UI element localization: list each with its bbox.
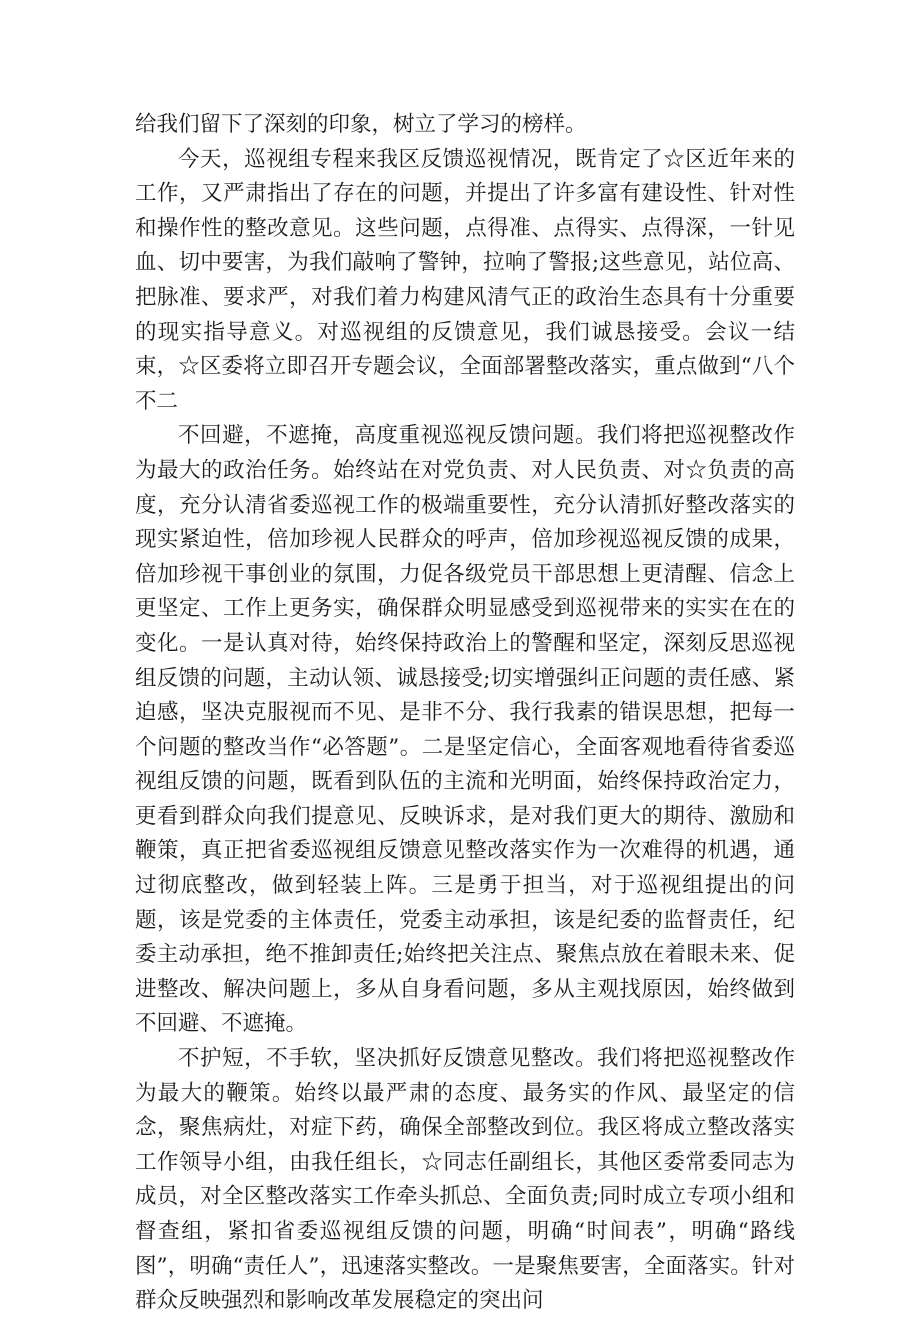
paragraph-1: 给我们留下了深刻的印象，树立了学习的榜样。 — [135, 112, 587, 137]
paragraph-3: 不回避，不遮掩，高度重视巡视反馈问题。我们将把巡视整改作为最大的政治任务。始终站在对党负责、对人民负责、对☆负责的高度，充分认清省委巡视工作的极端重要性，充分认清抓好整改落实的现实紧迫性，倍加珍视人民群众的呼声，倍加珍视巡视反馈的成果，倍加珍视干事创业的氛围，力促各级党员干部思想上更清醒、信念上更坚定、工作上更务实，确保群众明显感受到巡视带来的实实在在的变化。一是认真对待，始终保持政治上的警醒和坚定，深刻反思巡视组反馈的问题，主动认领、诚恳接受;切实增强纠正问题的责任感、紧迫感，坚决克服视而不见、是非不分、我行我素的错误思想，把每一个问题的整改当作“必答题”。二是坚定信心，全面客观地看待省委巡视组反馈的问题，既看到队伍的主流和光明面，始终保持政治定力，更看到群众向我们提意见、反映诉求，是对我们更大的期待、激励和鞭策，真正把省委巡视组反馈意见整改落实作为一次难得的机遇，通过彻底整改，做到轻装上阵。三是勇于担当，对于巡视组提出的问题，该是党委的主体责任，党委主动承担，该是纪委的监督责任，纪委主动承担，绝不推卸责任;始终把关注点、聚焦点放在着眼未来、促进整改、解决问题上，多从自身看问题，多从主观找原因，始终做到不回避、不遮掩。 — [135, 423, 795, 1037]
paragraph-2: 今天，巡视组专程来我区反馈巡视情况，既肯定了☆区近年来的工作，又严肃指出了存在的问题，并提出了许多富有建设性、针对性和操作性的整改意见。这些问题，点得准、点得实、点得深，一针见血、切中要害，为我们敲响了警钟，拉响了警报;这些意见，站位高、把脉准、要求严，对我们着力构建风清气正的政治生态具有十分重要的现实指导意义。对巡视组的反馈意见，我们诚恳接受。会议一结束，☆区委将立即召开专题会议，全面部署整改落实，重点做到“八个不二 — [135, 146, 795, 414]
paragraph-4: 不护短，不手软，坚决抓好反馈意见整改。我们将把巡视整改作为最大的鞭策。始终以最严肃的态度、最务实的作风、最坚定的信念，聚焦病灶，对症下药，确保全部整改到位。我区将成立整改落实工作领导小组，由我任组长，☆同志任副组长，其他区委常委同志为成员，对全区整改落实工作牵头抓总、全面负责;同时成立专项小组和督查组，紧扣省委巡视组反馈的问题，明确“时间表”，明确“路线图”，明确“责任人”，迅速落实整改。一是聚焦要害，全面落实。针对群众反映强烈和影响改革发展稳定的突出问 — [135, 1046, 795, 1314]
document-body — [135, 108, 795, 1319]
